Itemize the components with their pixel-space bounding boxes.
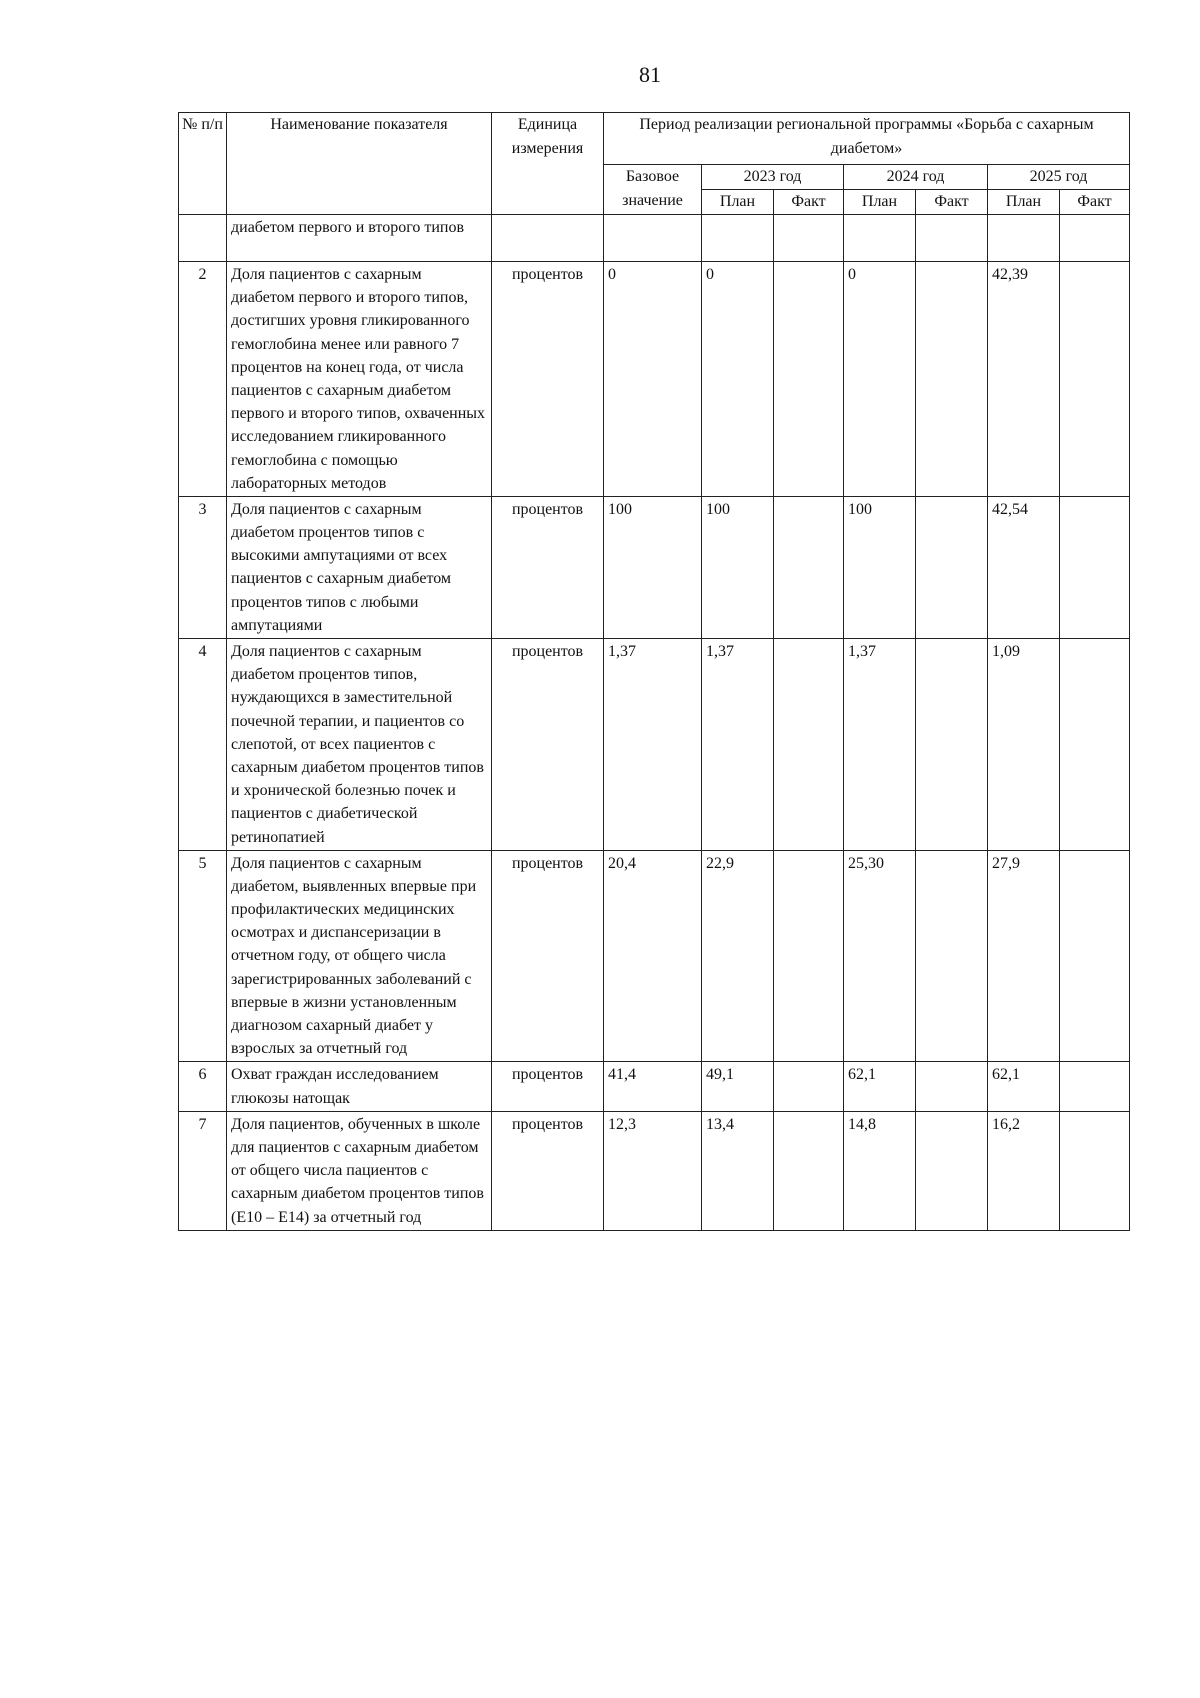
row-plan-2025: 62,1 [988,1062,1060,1111]
row-plan-2024: 100 [844,496,916,638]
row-name: Доля пациентов, обученных в школе для пациентов с сахарным диабетом от общего числа пациентов с сахарным диабетом процентов типов (Е10 – Е14) за отчетный год [227,1111,492,1230]
row-base: 20,4 [604,850,702,1062]
table-row-continuation [179,215,1130,262]
header-plan-2025: План [988,190,1060,215]
row-name: Доля пациентов с сахарным диабетом первого и второго типов, достигших уровня гликированного гемоглобина менее или равного 7 процентов на конец года, от числа пациентов с сахарным диабетом первого и второго типов, охваченных исследованием гликированного гемоглобина с помощью лабораторных методов [227,262,492,497]
header-unit: Единица измерения [492,113,604,215]
row-plan-2024: 25,30 [844,850,916,1062]
row-base: 0 [604,262,702,497]
row-fact-2025 [1060,639,1130,851]
row-fact-2023 [774,496,844,638]
row-fact-2023 [774,639,844,851]
row-fact-2024 [916,850,988,1062]
header-fact-2023: Факт [774,190,844,215]
row-fact-2023 [774,1111,844,1230]
row-fact-2025 [1060,850,1130,1062]
row-base: 100 [604,496,702,638]
table-row [179,850,1130,1062]
row-unit: процентов [492,496,604,638]
row-name: Доля пациентов с сахарным диабетом, выявленных впервые при профилактических медицинских осмотрах и диспансеризации в отчетном году, от общего числа зарегистрированных заболеваний с впервые в жизни установленным диагнозом сахарный диабет у взрослых за отчетный год [227,850,492,1062]
row-num: 4 [179,639,227,851]
header-year-2025: 2025 год [988,165,1130,190]
row-fact-2024 [916,639,988,851]
row-plan-2023: 13,4 [702,1111,774,1230]
row-unit: процентов [492,639,604,851]
row-name: Доля пациентов с сахарным диабетом процентов типов с высокими ампутациями от всех пациентов с сахарным диабетом процентов типов с любыми ампутациями [227,496,492,638]
row-num: 7 [179,1111,227,1230]
header-base: Базовое значение [604,165,702,215]
row-fact-2025 [1060,496,1130,638]
row-fact-2024 [916,262,988,497]
row-unit: процентов [492,1062,604,1111]
page-number: 81 [639,62,661,87]
row-base: 12,3 [604,1111,702,1230]
row-plan-2025: 42,54 [988,496,1060,638]
header-year-2024: 2024 год [844,165,988,190]
table-row [179,496,1130,638]
row-fact-2023 [774,850,844,1062]
row-plan-2024: 14,8 [844,1111,916,1230]
header-year-2023: 2023 год [702,165,844,190]
row-num: 3 [179,496,227,638]
header-fact-2024: Факт [916,190,988,215]
row-plan-2025: 27,9 [988,850,1060,1062]
row-plan-2025: 1,09 [988,639,1060,851]
header-fact-2025: Факт [1060,190,1130,215]
row-plan-2023: 100 [702,496,774,638]
row-plan-2024: 1,37 [844,639,916,851]
row-plan-2024: 0 [844,262,916,497]
row-name: Доля пациентов с сахарным диабетом процентов типов, нуждающихся в заместительной почечной терапии, и пациентов со слепотой, от всех пациентов с сахарным диабетом процентов типов и хронической болезнью почек и пациентов с диабетической ретинопатией [227,639,492,851]
row-unit: процентов [492,1111,604,1230]
row-plan-2023: 1,37 [702,639,774,851]
row-base: 1,37 [604,639,702,851]
header-plan-2024: План [844,190,916,215]
header-plan-2023: План [702,190,774,215]
row-num: 5 [179,850,227,1062]
header-name: Наименование показателя [227,113,492,215]
table-row [179,1111,1130,1230]
row-num: 6 [179,1062,227,1111]
row-plan-2023: 0 [702,262,774,497]
row-plan-2025: 16,2 [988,1111,1060,1230]
row-unit: процентов [492,262,604,497]
row-plan-2023: 22,9 [702,850,774,1062]
header-num: № п/п [179,113,227,215]
row-fact-2024 [916,1111,988,1230]
row-fact-2024 [916,1062,988,1111]
row-name: Охват граждан исследованием глюкозы натощак [227,1062,492,1111]
row-num: 2 [179,262,227,497]
table-row [179,639,1130,851]
row-plan-2023: 49,1 [702,1062,774,1111]
row-base: 41,4 [604,1062,702,1111]
row-plan-2025: 42,39 [988,262,1060,497]
indicators-table [178,112,1130,1231]
header-period: Период реализации региональной программы «Борьба с сахарным диабетом» [604,113,1130,165]
row-fact-2025 [1060,262,1130,497]
row-plan-2024: 62,1 [844,1062,916,1111]
row-fact-2023 [774,1062,844,1111]
table-row [179,1062,1130,1111]
row-unit: процентов [492,850,604,1062]
row-fact-2023 [774,262,844,497]
row-fact-2025 [1060,1111,1130,1230]
table-row [179,262,1130,497]
row-fact-2025 [1060,1062,1130,1111]
continuation-text: диабетом первого и второго типов [227,215,492,262]
row-fact-2024 [916,496,988,638]
